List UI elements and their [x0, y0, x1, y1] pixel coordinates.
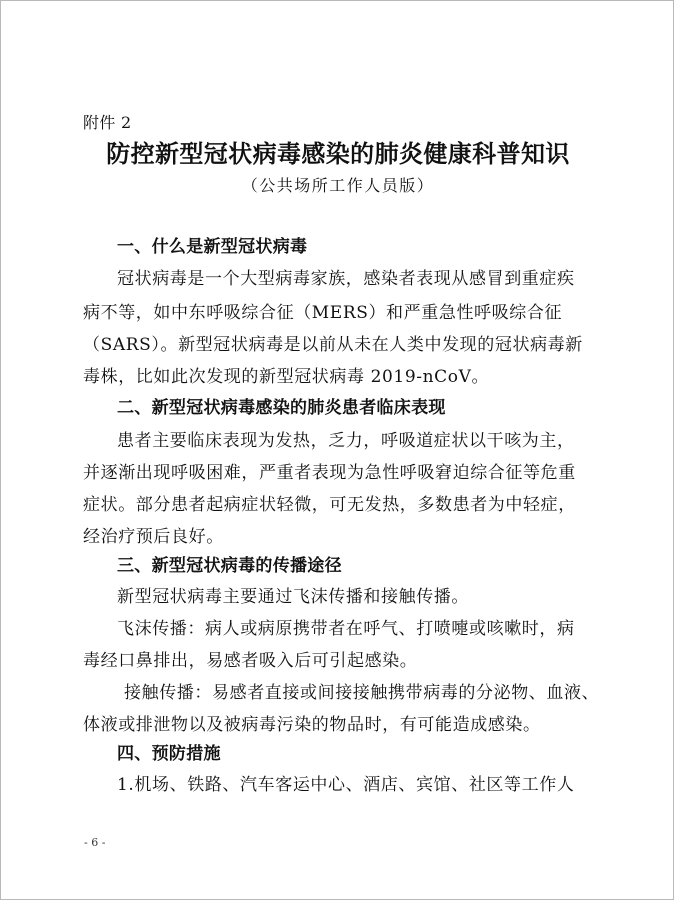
body-line: 毒株，比如此次发现的新型冠状病毒 2019-nCoV。 — [83, 367, 490, 387]
body-line: 并逐渐出现呼吸困难，严重者表现为急性呼吸窘迫综合征等危重 — [83, 463, 576, 483]
document-subtitle: （公共场所工作人员版） — [241, 176, 435, 195]
body-line: 飞沫传播：病人或病原携带者在呼气、打喷嚏或咳嗽时，病 — [117, 619, 575, 639]
body-line: 病不等，如中东呼吸综合征（MERS）和严重急性呼吸综合征 — [83, 303, 563, 323]
section-heading-1: 一、什么是新型冠状病毒 — [117, 237, 308, 257]
body-line: 患者主要临床表现为发热，乏力，呼吸道症状以干咳为主， — [117, 431, 575, 451]
page-number: - 6 - — [84, 836, 106, 849]
body-line: 接触传播：易感者直接或间接接触携带病毒的分泌物、血液、 — [124, 683, 600, 703]
section-heading-4: 四、预防措施 — [117, 744, 221, 764]
body-line: 冠状病毒是一个大型病毒家族，感染者表现从感冒到重症疾 — [117, 269, 575, 289]
section-heading-2: 二、新型冠状病毒感染的肺炎患者临床表现 — [117, 398, 446, 418]
body-line: 毒经口鼻排出，易感者吸入后可引起感染。 — [83, 651, 418, 671]
body-line: （SARS）。新型冠状病毒是以前从未在人类中发现的冠状病毒新 — [83, 335, 583, 355]
body-line: 新型冠状病毒主要通过飞沫传播和接触传播。 — [117, 587, 469, 607]
body-line: 经治疗预后良好。 — [83, 527, 224, 547]
annex-label: 附件 2 — [83, 113, 132, 132]
body-line: 1.机场、铁路、汽车客运中心、酒店、宾馆、社区等工作人 — [117, 775, 575, 795]
body-line: 症状。部分患者起病症状轻微，可无发热，多数患者为中轻症， — [83, 495, 576, 515]
document-title: 防控新型冠状病毒感染的肺炎健康科普知识 — [106, 139, 570, 168]
body-line: 体液或排泄物以及被病毒污染的物品时，有可能造成感染。 — [83, 715, 541, 735]
section-heading-3: 三、新型冠状病毒的传播途径 — [117, 556, 342, 576]
